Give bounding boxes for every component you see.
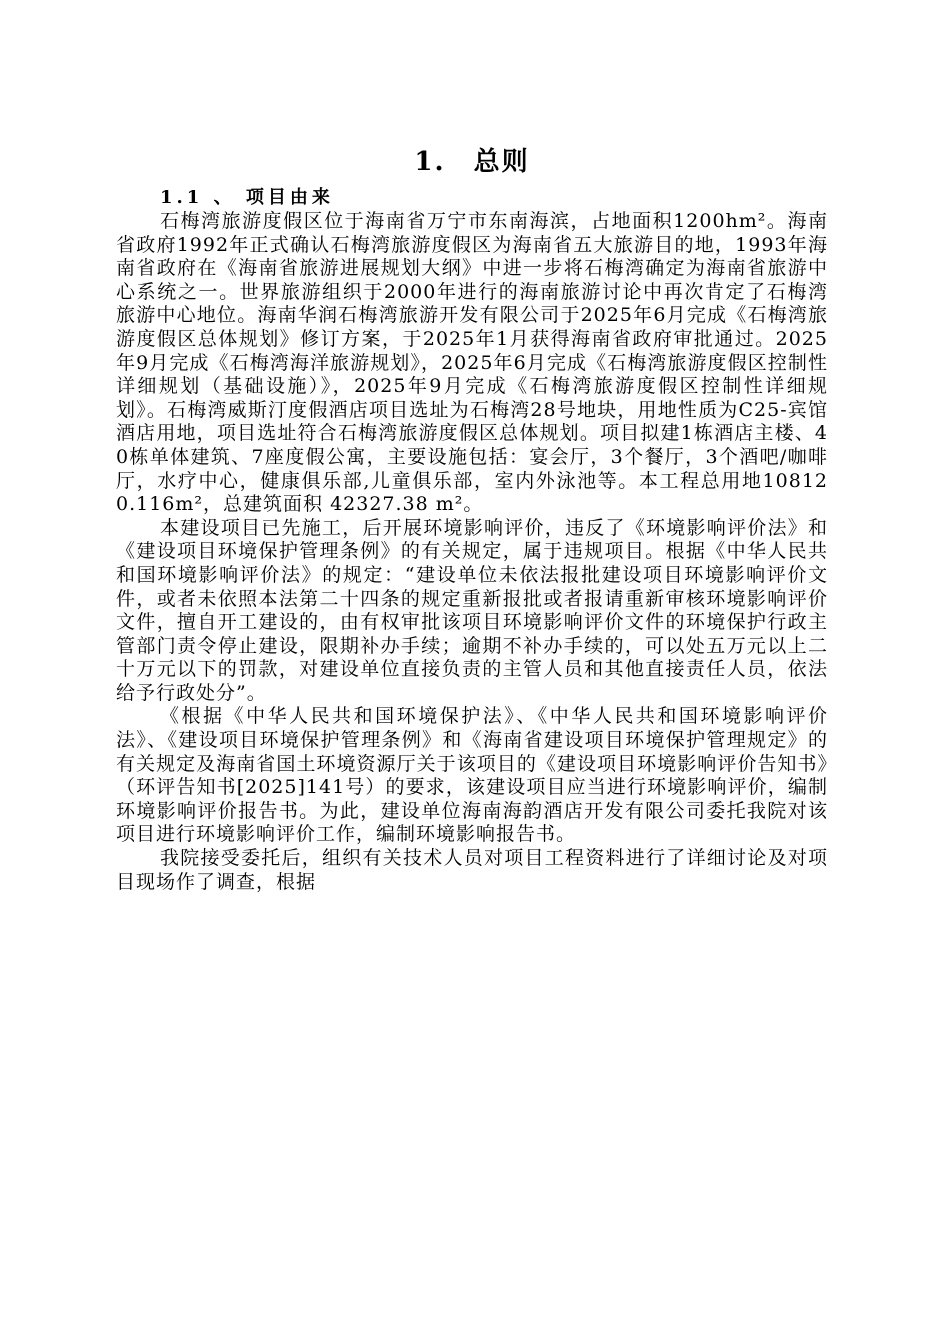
paragraph-violation: 本建设项目已先施工，后开展环境影响评价，违反了《环境影响评价法》和《建设项目环境保护管理条例》的有关规定，属于违规项目。根据《中华人民共和国环境影响评价法》的规定：“建设单位未依法报批建设项目环境影响评价文件，或者未依照本法第二十四条的规定重新报批或者报请重新审核环境影响评价文件，擅自开工建设的，由有权审批该项目环境影响评价文件的环境保护行政主管部门责令停止建设，限期补办手续；逾期不补办手续的，可以处五万元以上二十万元以下的罚款，对建设单位直接负责的主管人员和其他直接责任人员，依法给予行政处分”。 (116, 516, 828, 704)
paragraph-project-background: 石梅湾旅游度假区位于海南省万宁市东南海滨，占地面积1200hm²。海南省政府1992年正式确认石梅湾旅游度假区为海南省五大旅游目的地，1993年海南省政府在《海南省旅游进展规划大纲》中进一步将石梅湾确定为海南省旅游中心系统之一。世界旅游组织于2000年进行的海南旅游讨论中再次肯定了石梅湾旅游中心地位。海南华润石梅湾旅游开发有限公司于2025年6月完成《石梅湾旅游度假区总体规划》修订方案，于2025年1月获得海南省政府审批通过。2025年9月完成《石梅湾海洋旅游规划》，2025年6月完成《石梅湾旅游度假区控制性详细规划（基础设施）》，2025年9月完成《石梅湾旅游度假区控制性详细规划》。石梅湾威斯汀度假酒店项目选址为石梅湾28号地块，用地性质为C25-宾馆酒店用地，项目选址符合石梅湾旅游度假区总体规划。项目拟建1栋酒店主楼、40栋单体建筑、7座度假公寓，主要设施包括：宴会厅，3个餐厅，3个酒吧/咖啡厅，水疗中心，健康俱乐部,儿童俱乐部，室内外泳池等。本工程总用地108120.116m²，总建筑面积 42327.38 m²。 (116, 210, 828, 516)
section-title: 1.1 、 项目由来 (160, 187, 334, 208)
body-text (116, 210, 828, 894)
document-page (116, 0, 828, 1344)
chapter-title: 1. 总则 (414, 147, 530, 177)
paragraph-commission: 我院接受委托后，组织有关技术人员对项目工程资料进行了详细讨论及对项目现场作了调查，根据 (116, 847, 828, 893)
paragraph-legal-basis: 《根据《中华人民共和国环境保护法》、《中华人民共和国环境影响评价法》、《建设项目环境保护管理条例》和《海南省建设项目环境保护管理规定》的有关规定及海南省国土环境资源厅关于该项目的《建设项目环境影响评价告知书》（环评告知书[2025]141号）的要求，该建设项目应当进行环境影响评价，编制环境影响评价报告书。为此，建设单位海南海韵酒店开发有限公司委托我院对该项目进行环境影响评价工作，编制环境影响报告书。 (116, 705, 828, 846)
